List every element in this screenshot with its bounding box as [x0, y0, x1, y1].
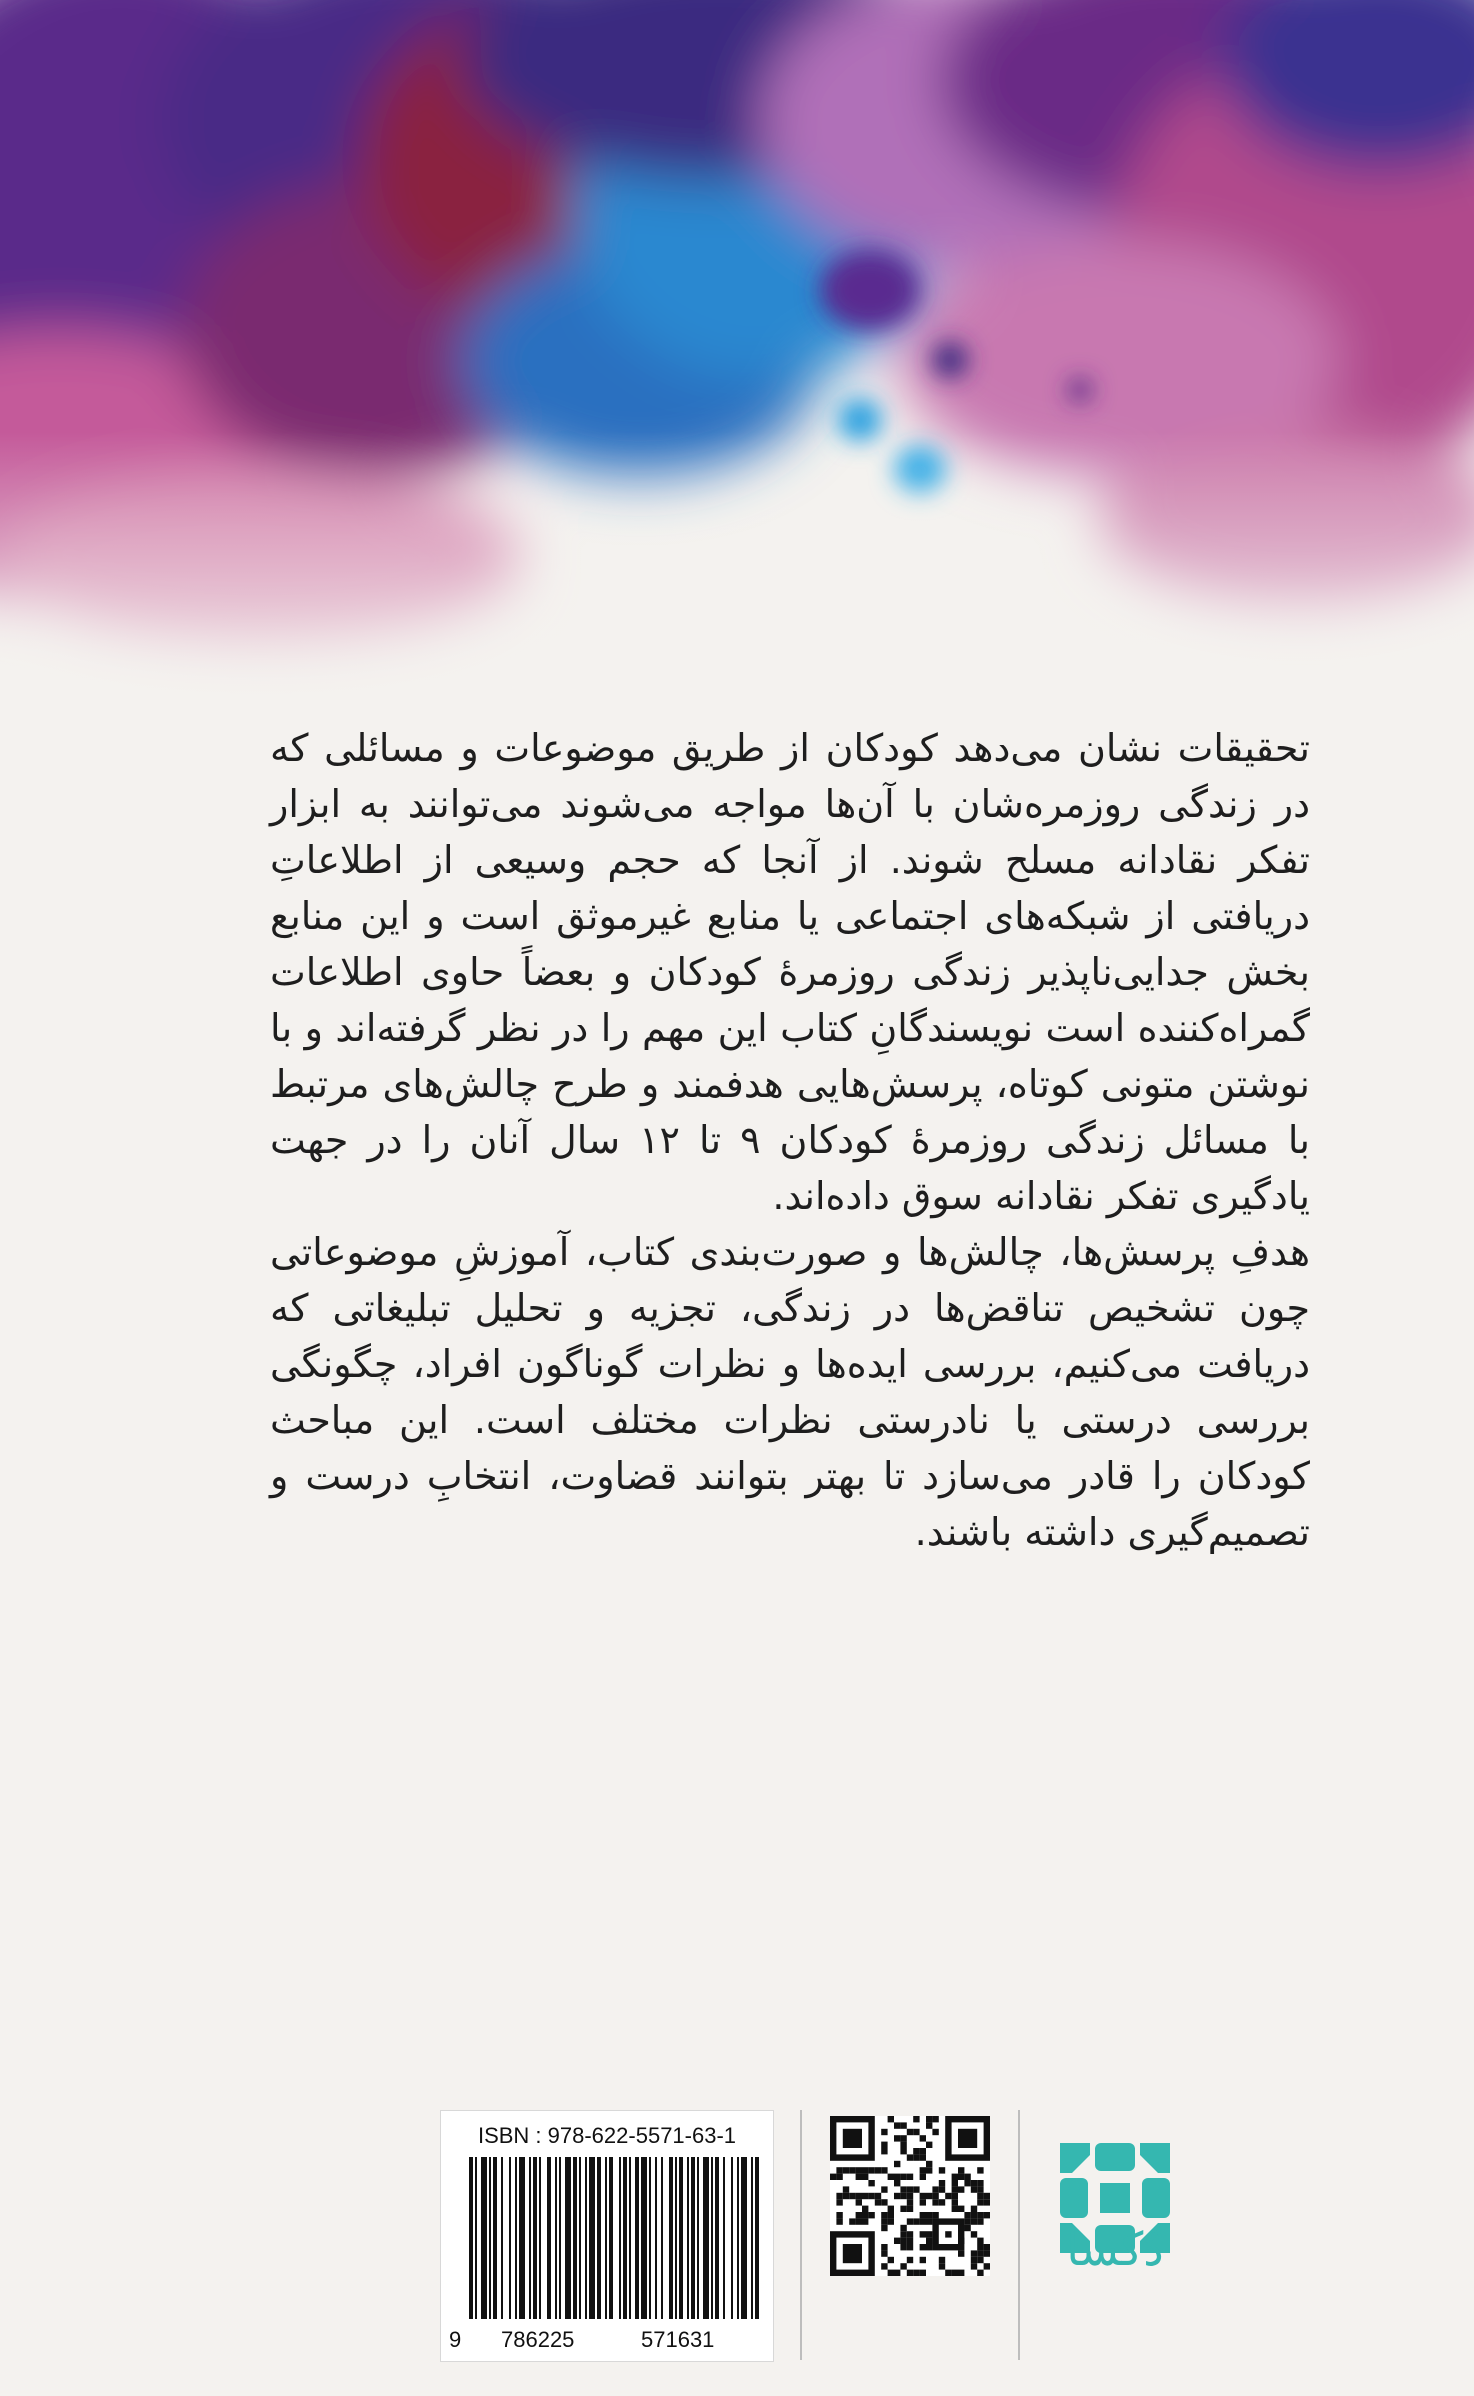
- qr-module: [849, 2193, 855, 2199]
- qr-module: [977, 2167, 983, 2173]
- qr-module: [952, 2270, 958, 2276]
- qr-module: [958, 2250, 964, 2256]
- qr-module: [843, 2193, 849, 2199]
- qr-module: [875, 2193, 881, 2199]
- qr-module: [984, 2193, 990, 2199]
- qr-module: [843, 2129, 862, 2148]
- qr-module: [964, 2174, 970, 2180]
- qr-module: [971, 2206, 977, 2212]
- qr-module: [888, 2116, 894, 2122]
- qr-module: [907, 2238, 913, 2244]
- qr-module: [920, 2212, 926, 2218]
- qr-module: [868, 2180, 874, 2186]
- qr-module: [977, 2250, 983, 2256]
- qr-code-icon: [830, 2116, 990, 2276]
- footer-divider: [1018, 2110, 1020, 2360]
- qr-module: [920, 2167, 926, 2173]
- qr-module: [920, 2148, 926, 2154]
- qr-module: [920, 2154, 926, 2160]
- qr-module: [926, 2231, 932, 2237]
- qr-module: [977, 2270, 983, 2276]
- qr-module: [900, 2238, 906, 2244]
- qr-module: [952, 2186, 958, 2192]
- qr-module: [920, 2174, 926, 2180]
- qr-module: [900, 2135, 906, 2141]
- qr-module: [836, 2167, 842, 2173]
- qr-module: [843, 2244, 862, 2263]
- qr-module: [939, 2263, 945, 2269]
- qr-module: [907, 2154, 913, 2160]
- qr-module: [888, 2257, 894, 2263]
- qr-module: [971, 2180, 977, 2186]
- qr-module: [856, 2174, 862, 2180]
- qr-module: [881, 2263, 887, 2269]
- qr-module: [888, 2270, 894, 2276]
- qr-module: [913, 2129, 919, 2135]
- qr-module: [900, 2186, 906, 2192]
- qr-module: [862, 2167, 868, 2173]
- qr-module: [977, 2193, 983, 2199]
- qr-module: [900, 2174, 906, 2180]
- qr-module: [952, 2180, 958, 2186]
- qr-module: [907, 2257, 913, 2263]
- qr-module: [881, 2212, 887, 2218]
- qr-module: [868, 2167, 874, 2173]
- qr-module: [920, 2270, 926, 2276]
- qr-module: [964, 2218, 970, 2224]
- qr-module: [920, 2199, 926, 2205]
- qr-module: [939, 2199, 945, 2205]
- qr-module: [932, 2129, 938, 2135]
- qr-module: [926, 2193, 932, 2199]
- qr-module: [900, 2148, 906, 2154]
- ean-digits: [441, 2111, 773, 2361]
- qr-module: [971, 2263, 977, 2269]
- qr-module: [888, 2212, 894, 2218]
- qr-module: [836, 2218, 842, 2224]
- qr-module: [939, 2257, 945, 2263]
- qr-module: [907, 2206, 913, 2212]
- isbn-label: ISBN : 978-622-5571-63-1: [477, 2123, 737, 2148]
- qr-module: [913, 2154, 919, 2160]
- qr-module: [881, 2244, 887, 2250]
- ean-left-group: 786225: [501, 2327, 575, 2352]
- qr-module: [881, 2129, 887, 2135]
- qr-module: [856, 2199, 862, 2205]
- qr-module: [881, 2186, 887, 2192]
- qr-module: [907, 2218, 913, 2224]
- qr-module: [984, 2263, 990, 2269]
- qr-module: [888, 2218, 894, 2224]
- qr-module: [926, 2167, 932, 2173]
- qr-module: [964, 2212, 970, 2218]
- qr-module: [875, 2167, 881, 2173]
- qr-module: [926, 2142, 932, 2148]
- qr-module: [920, 2257, 926, 2263]
- qr-module: [900, 2231, 906, 2237]
- qr-module: [977, 2212, 983, 2218]
- qr-module: [849, 2218, 855, 2224]
- qr-module: [984, 2199, 990, 2205]
- qr-module: [907, 2174, 913, 2180]
- qr-module: [900, 2193, 906, 2199]
- qr-module: [977, 2218, 983, 2224]
- qr-module: [881, 2142, 887, 2148]
- qr-module: [977, 2238, 983, 2244]
- qr-module: [900, 2244, 906, 2250]
- qr-module: [894, 2193, 900, 2199]
- qr-module: [977, 2180, 983, 2186]
- qr-module: [907, 2193, 913, 2199]
- qr-module: [926, 2244, 932, 2250]
- qr-module: [945, 2231, 951, 2237]
- qr-module: [939, 2167, 945, 2173]
- qr-module: [830, 2174, 836, 2180]
- qr-module: [862, 2193, 868, 2199]
- qr-module: [894, 2180, 900, 2186]
- qr-module: [836, 2199, 842, 2205]
- qr-module: [926, 2238, 932, 2244]
- qr-module: [881, 2250, 887, 2256]
- qr-module: [836, 2193, 842, 2199]
- qr-module: [856, 2212, 862, 2218]
- qr-module: [862, 2206, 868, 2212]
- qr-module: [958, 2167, 964, 2173]
- qr-module: [926, 2212, 932, 2218]
- qr-module: [926, 2116, 932, 2122]
- qr-module: [920, 2218, 926, 2224]
- qr-module: [900, 2142, 906, 2148]
- qr-module: [868, 2212, 874, 2218]
- qr-module: [932, 2186, 938, 2192]
- qr-module: [952, 2206, 958, 2212]
- isbn-barcode: [440, 2110, 774, 2362]
- qr-module: [881, 2148, 887, 2154]
- qr-module: [881, 2225, 887, 2231]
- qr-module: [888, 2174, 894, 2180]
- qr-module: [932, 2116, 938, 2122]
- qr-module: [958, 2206, 964, 2212]
- qr-module: [894, 2161, 900, 2167]
- qr-module: [888, 2206, 894, 2212]
- ean-first-digit: 9: [449, 2327, 462, 2352]
- qr-module: [977, 2244, 983, 2250]
- qr-module: [913, 2186, 919, 2192]
- qr-module: [984, 2212, 990, 2218]
- qr-module: [894, 2270, 900, 2276]
- qr-module: [913, 2116, 919, 2122]
- qr-module: [958, 2270, 964, 2276]
- qr-module: [894, 2238, 900, 2244]
- qr-module: [900, 2263, 906, 2269]
- qr-module: [984, 2244, 990, 2250]
- qr-module: [894, 2122, 900, 2128]
- qr-module: [920, 2244, 926, 2250]
- qr-module: [971, 2186, 977, 2192]
- qr-module: [907, 2199, 913, 2205]
- qr-module: [932, 2199, 938, 2205]
- qr-module: [907, 2244, 913, 2250]
- qr-module: [907, 2186, 913, 2192]
- qr-module: [907, 2231, 913, 2237]
- footer-divider: [800, 2110, 802, 2360]
- qr-module: [856, 2218, 862, 2224]
- qr-module: [894, 2135, 900, 2141]
- qr-module: [971, 2250, 977, 2256]
- qr-module: [958, 2129, 977, 2148]
- qr-module: [920, 2231, 926, 2237]
- qr-module: [952, 2174, 958, 2180]
- qr-module: [958, 2186, 964, 2192]
- qr-module: [920, 2193, 926, 2199]
- qr-module: [907, 2129, 913, 2135]
- qr-module: [862, 2218, 868, 2224]
- qr-module: [945, 2193, 951, 2199]
- qr-module: [932, 2212, 938, 2218]
- qr-module: [862, 2174, 868, 2180]
- qr-module: [868, 2193, 874, 2199]
- qr-module: [952, 2199, 958, 2205]
- qr-module: [875, 2199, 881, 2205]
- qr-module: [926, 2122, 932, 2128]
- cover-footer: [0, 2090, 1474, 2352]
- qr-module: [926, 2218, 932, 2224]
- blurb-paragraph: تحقیقات نشان می‌دهد کودکان از طریق موضوعات و مسائلی که در زندگی روزمره‌شان با آن‌ها مواجه می‌شوند می‌توانند به ابزار تفکر نقادانه مسلح شوند. از آنجا که حجم وسیعی از اطلاعاتِ دریافتی از شبکه‌های اجتماعی یا منابع غیرموثق است و این منابع بخش جدایی‌ناپذیر زندگی روزمرهٔ کودکان و بعضاً حاوی اطلاعات گمراه‌کننده است نویسندگانِ کتاب این مهم را در نظر گرفته‌اند و با نوشتن متونی کوتاه، پرسش‌هایی هدفمند و طرح چالش‌های مرتبط با مسائل زندگی روزمرهٔ کودکان ۹ تا ۱۲ سال آنان را در جهت یادگیری تفکر نقادانه سوق داده‌اند.: [270, 726, 1311, 1218]
- qr-module: [971, 2257, 977, 2263]
- blurb-paragraph: هدفِ پرسش‌ها، چالش‌ها و صورت‌بندی کتاب، آموزشِ موضوعاتی چون تشخیص تناقض‌ها در زندگی، تجزیه و تحلیل تبلیغاتی که دریافت می‌کنیم، بررسی ایده‌ها و نظرات گوناگون افراد، چگونگی بررسی درستی یا نادرستی نظرات مختلف است. این مباحث کودکان را قادر می‌سازد تا بهتر بتوانند قضاوت، انتخابِ درست و تصمیم‌گیری داشته باشند.: [270, 1230, 1310, 1554]
- qr-module: [856, 2167, 862, 2173]
- qr-module: [836, 2212, 842, 2218]
- qr-module: [926, 2161, 932, 2167]
- qr-module: [945, 2270, 951, 2276]
- back-cover-blurb: [270, 720, 1310, 1560]
- qr-module: [977, 2186, 983, 2192]
- qr-module: [971, 2231, 977, 2237]
- qr-module: [920, 2135, 926, 2141]
- qr-module: [900, 2122, 906, 2128]
- qr-module: [977, 2199, 983, 2205]
- qr-module: [913, 2148, 919, 2154]
- qr-module: [836, 2174, 842, 2180]
- qr-module: [984, 2250, 990, 2256]
- ean-right-group: 571631: [641, 2327, 715, 2352]
- qr-module: [881, 2218, 887, 2224]
- qr-module: [849, 2167, 855, 2173]
- qr-module: [843, 2186, 849, 2192]
- qr-module: [843, 2167, 849, 2173]
- qr-module: [907, 2270, 913, 2276]
- qr-module: [856, 2193, 862, 2199]
- qr-module: [939, 2186, 945, 2192]
- qr-module: [952, 2193, 958, 2199]
- qr-module: [958, 2174, 964, 2180]
- qr-module: [939, 2180, 945, 2186]
- qr-module: [964, 2225, 970, 2231]
- qr-module: [881, 2199, 887, 2205]
- publisher-name: دُکسا: [1066, 2222, 1164, 2276]
- qr-module: [900, 2225, 906, 2231]
- qr-module: [932, 2193, 938, 2199]
- qr-module: [881, 2167, 887, 2173]
- qr-module: [900, 2206, 906, 2212]
- qr-module: [977, 2257, 983, 2263]
- qr-module: [862, 2212, 868, 2218]
- qr-module: [913, 2218, 919, 2224]
- watercolor-header-art: [0, 0, 1474, 720]
- qr-module: [913, 2270, 919, 2276]
- qr-module: [971, 2218, 977, 2224]
- qr-module: [971, 2212, 977, 2218]
- qr-module: [964, 2180, 970, 2186]
- qr-module: [894, 2174, 900, 2180]
